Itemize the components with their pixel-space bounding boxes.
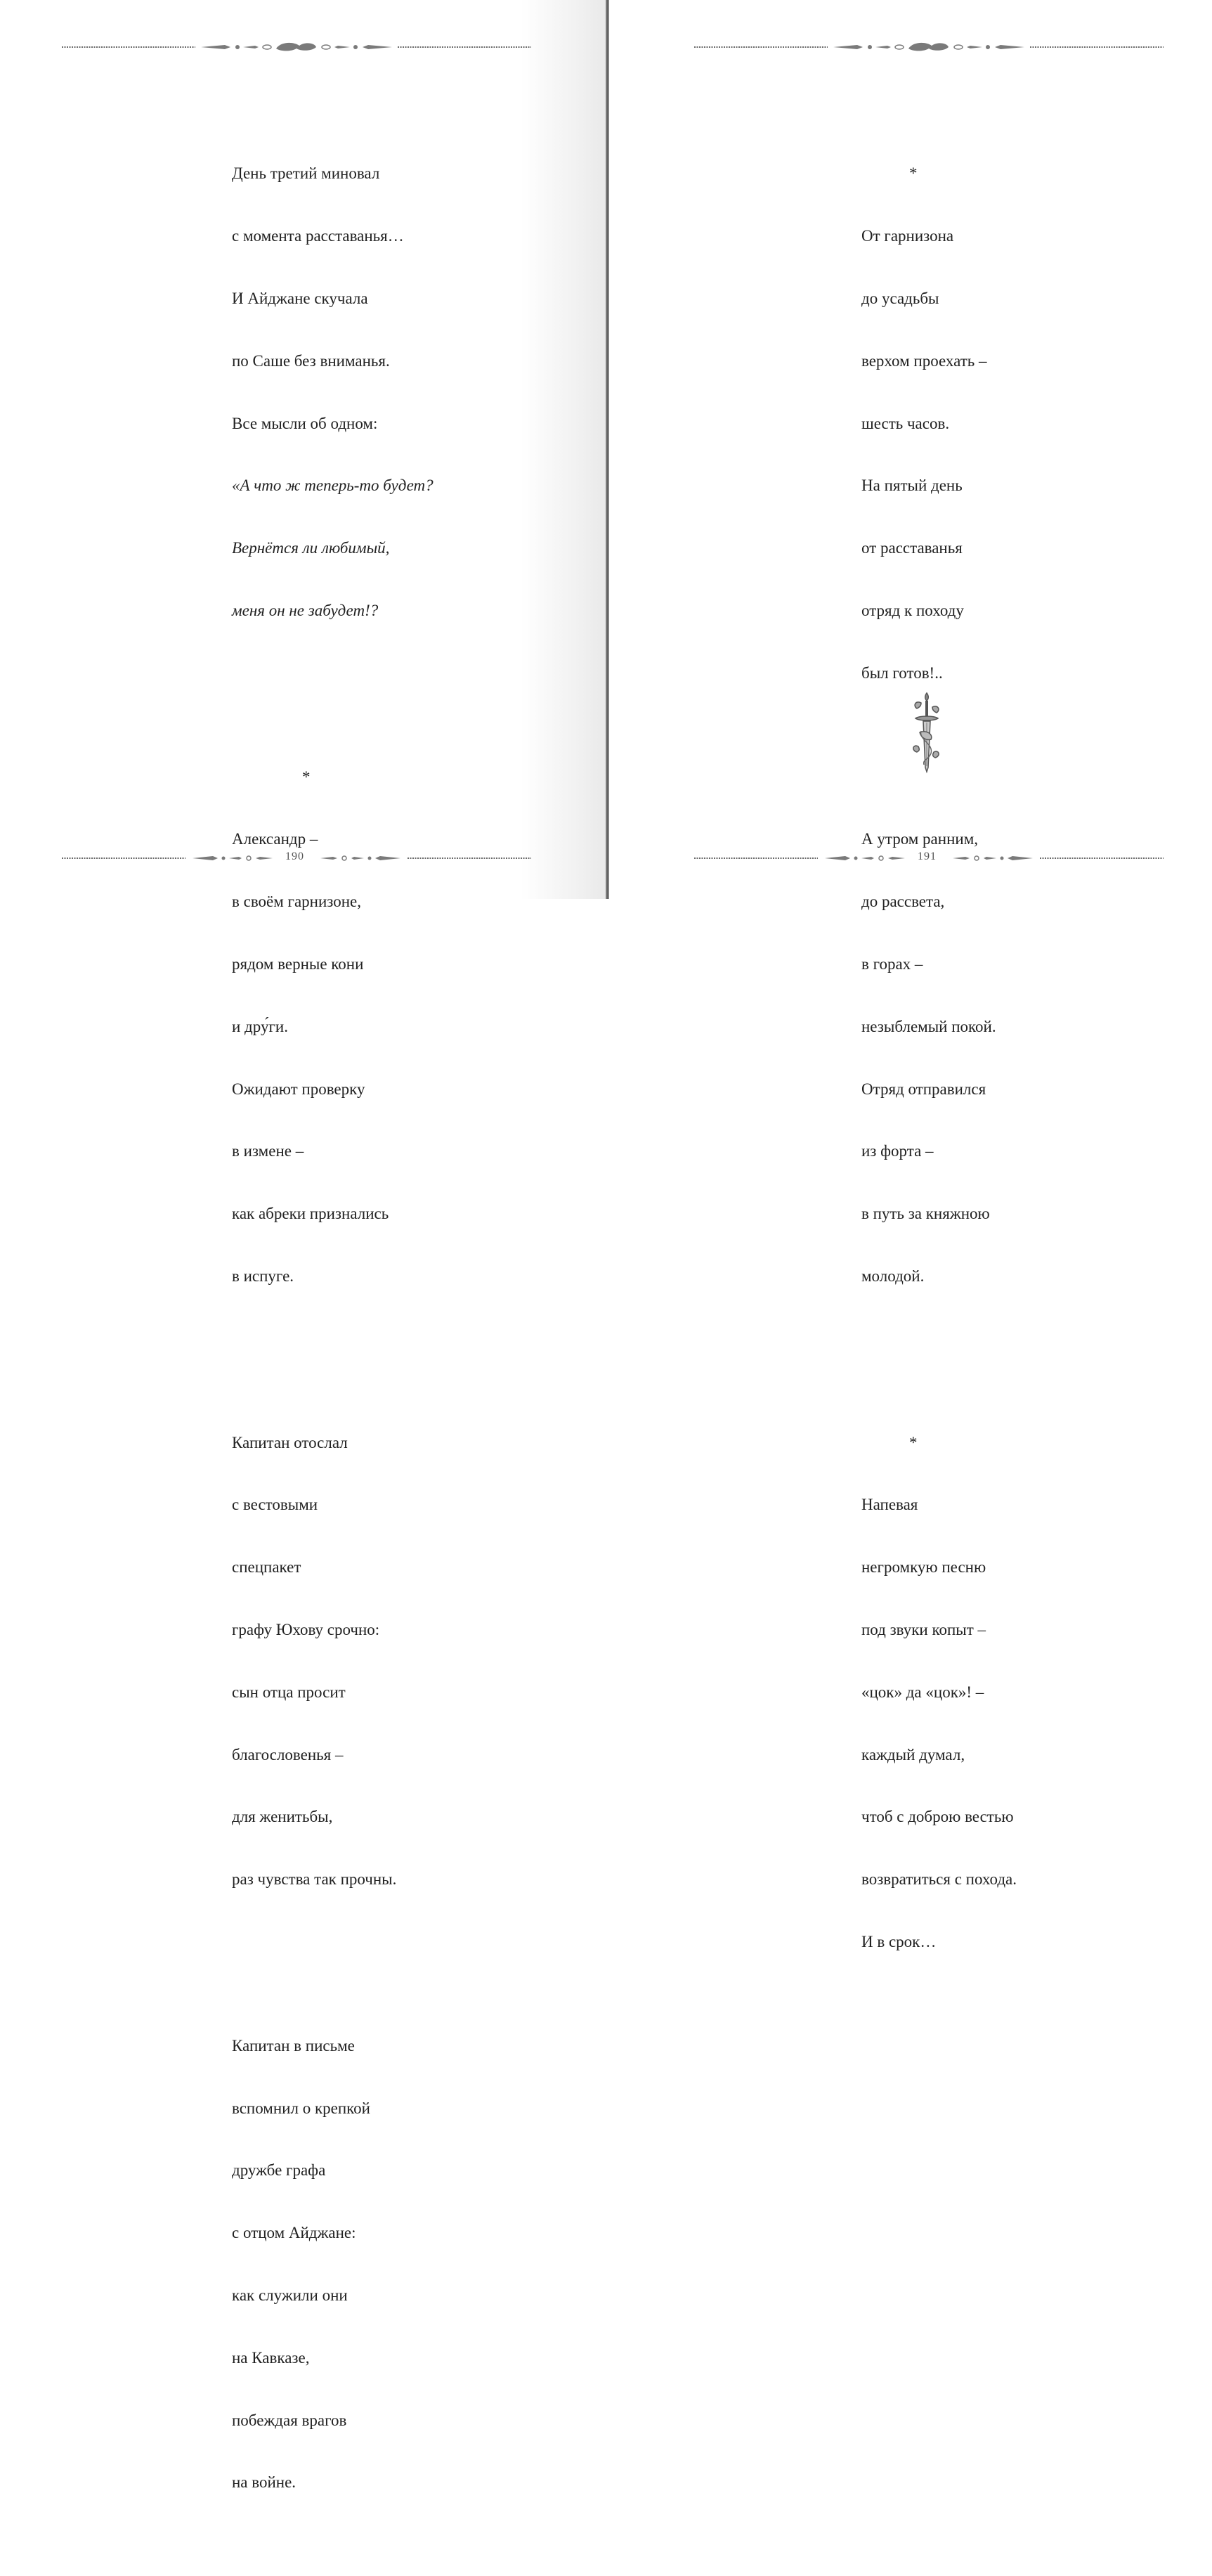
poem-line: на Кавказе, [232,2348,310,2367]
poem-line: с отцом Айджане: [232,2224,356,2242]
poem-line-italic: меня он не забудет!? [232,601,379,619]
stanza [861,1390,1017,1993]
header-ornament-right-page [694,40,1164,54]
section-asterisk: * [302,768,311,786]
stanza [232,1994,434,2535]
left-poem [232,80,434,2576]
poem-line: Александр – [232,830,318,848]
poem-line: в горах – [861,954,923,973]
poem-line: для женитьбы, [232,1808,333,1826]
poem-line: до рассвета, [861,893,945,911]
poem-line: по Саше без вниманья. [232,351,390,370]
poem-line: чтоб с доброю вестью [861,1808,1014,1826]
poem-line: День третий миновал [232,164,380,183]
section-asterisk: * [909,1433,918,1451]
poem-line-italic: Вернётся ли любимый, [232,539,390,557]
poem-line: верхом проехать – [861,351,987,370]
poem-line: негромкую песню [861,1558,986,1577]
stanza [861,787,1017,1328]
poem-line: графу Юхову срочно: [232,1620,380,1638]
footer-ornament-right-page [694,851,1164,865]
page-number: 191 [918,850,937,862]
poem-line: как служили они [232,2286,348,2304]
poem-line: был готов!.. [861,664,943,682]
poem-line: И в срок… [861,1932,937,1950]
poem-line: с момента расставанья… [232,227,404,245]
poem-line: Капитан отослал [232,1433,348,1451]
poem-line: сын отца просит [232,1683,346,1701]
poem-line: под звуки копыт – [861,1620,986,1638]
poem-line: незыблемый покой. [861,1017,996,1035]
poem-line: на войне. [232,2473,297,2492]
poem-line: От гарнизона [861,227,954,245]
poem-line: раз чувства так прочны. [232,1870,397,1889]
poem-line: спецпакет [232,1558,301,1577]
poem-line: из форта – [861,1142,934,1160]
left-page [0,0,606,2492]
stanza [232,725,434,1328]
poem-line: отряд к походу [861,601,964,619]
poem-line: побеждая врагов [232,2411,347,2429]
poem-line: молодой. [861,1267,925,1285]
poem-line: в испуге. [232,1267,294,1285]
poem-line: Напевая [861,1496,918,1514]
dagger-with-rose-icon [906,690,948,778]
page-number: 190 [285,850,304,862]
poem-line-italic: «А что ж теперь-то будет? [232,477,434,495]
poem-line: от расставанья [861,539,963,557]
poem-line: На пятый день [861,477,963,495]
poem-line: шесть часов. [861,414,950,432]
poem-line: в путь за княжною [861,1205,990,1223]
poem-line: как абреки признались [232,1205,389,1223]
stanza [232,1390,434,1931]
poem-line: и дру́ги. [232,1017,288,1035]
poem-line: рядом верные кони [232,954,364,973]
poem-line: А утром ранним, [861,830,978,848]
poem-line: в измене – [232,1142,304,1160]
stanza [232,122,434,662]
footer-ornament-left-page [62,851,531,865]
poem-line: Отряд отправился [861,1080,986,1098]
poem-line: Капитан в письме [232,2036,355,2054]
poem-line: до усадьбы [861,289,939,307]
right-poem [861,80,1017,2035]
poem-line: с вестовыми [232,1496,318,1514]
poem-line: дружбе графа [232,2161,326,2180]
poem-line: И Айджане скучала [232,289,368,307]
section-asterisk: * [909,164,918,183]
poem-line: возвратиться с похода. [861,1870,1017,1889]
right-page [609,0,1212,1950]
poem-line: «цок» да «цок»! – [861,1683,984,1701]
poem-line: в своём гарнизоне, [232,893,362,911]
poem-line: благословенья – [232,1745,344,1763]
poem-line: Ожидают проверку [232,1080,365,1098]
stanza [861,122,1017,725]
poem-line: каждый думал, [861,1745,965,1763]
poem-line: вспомнил о крепкой [232,2099,370,2117]
header-ornament-left-page [62,40,531,54]
poem-line: Все мысли об одном: [232,414,378,432]
